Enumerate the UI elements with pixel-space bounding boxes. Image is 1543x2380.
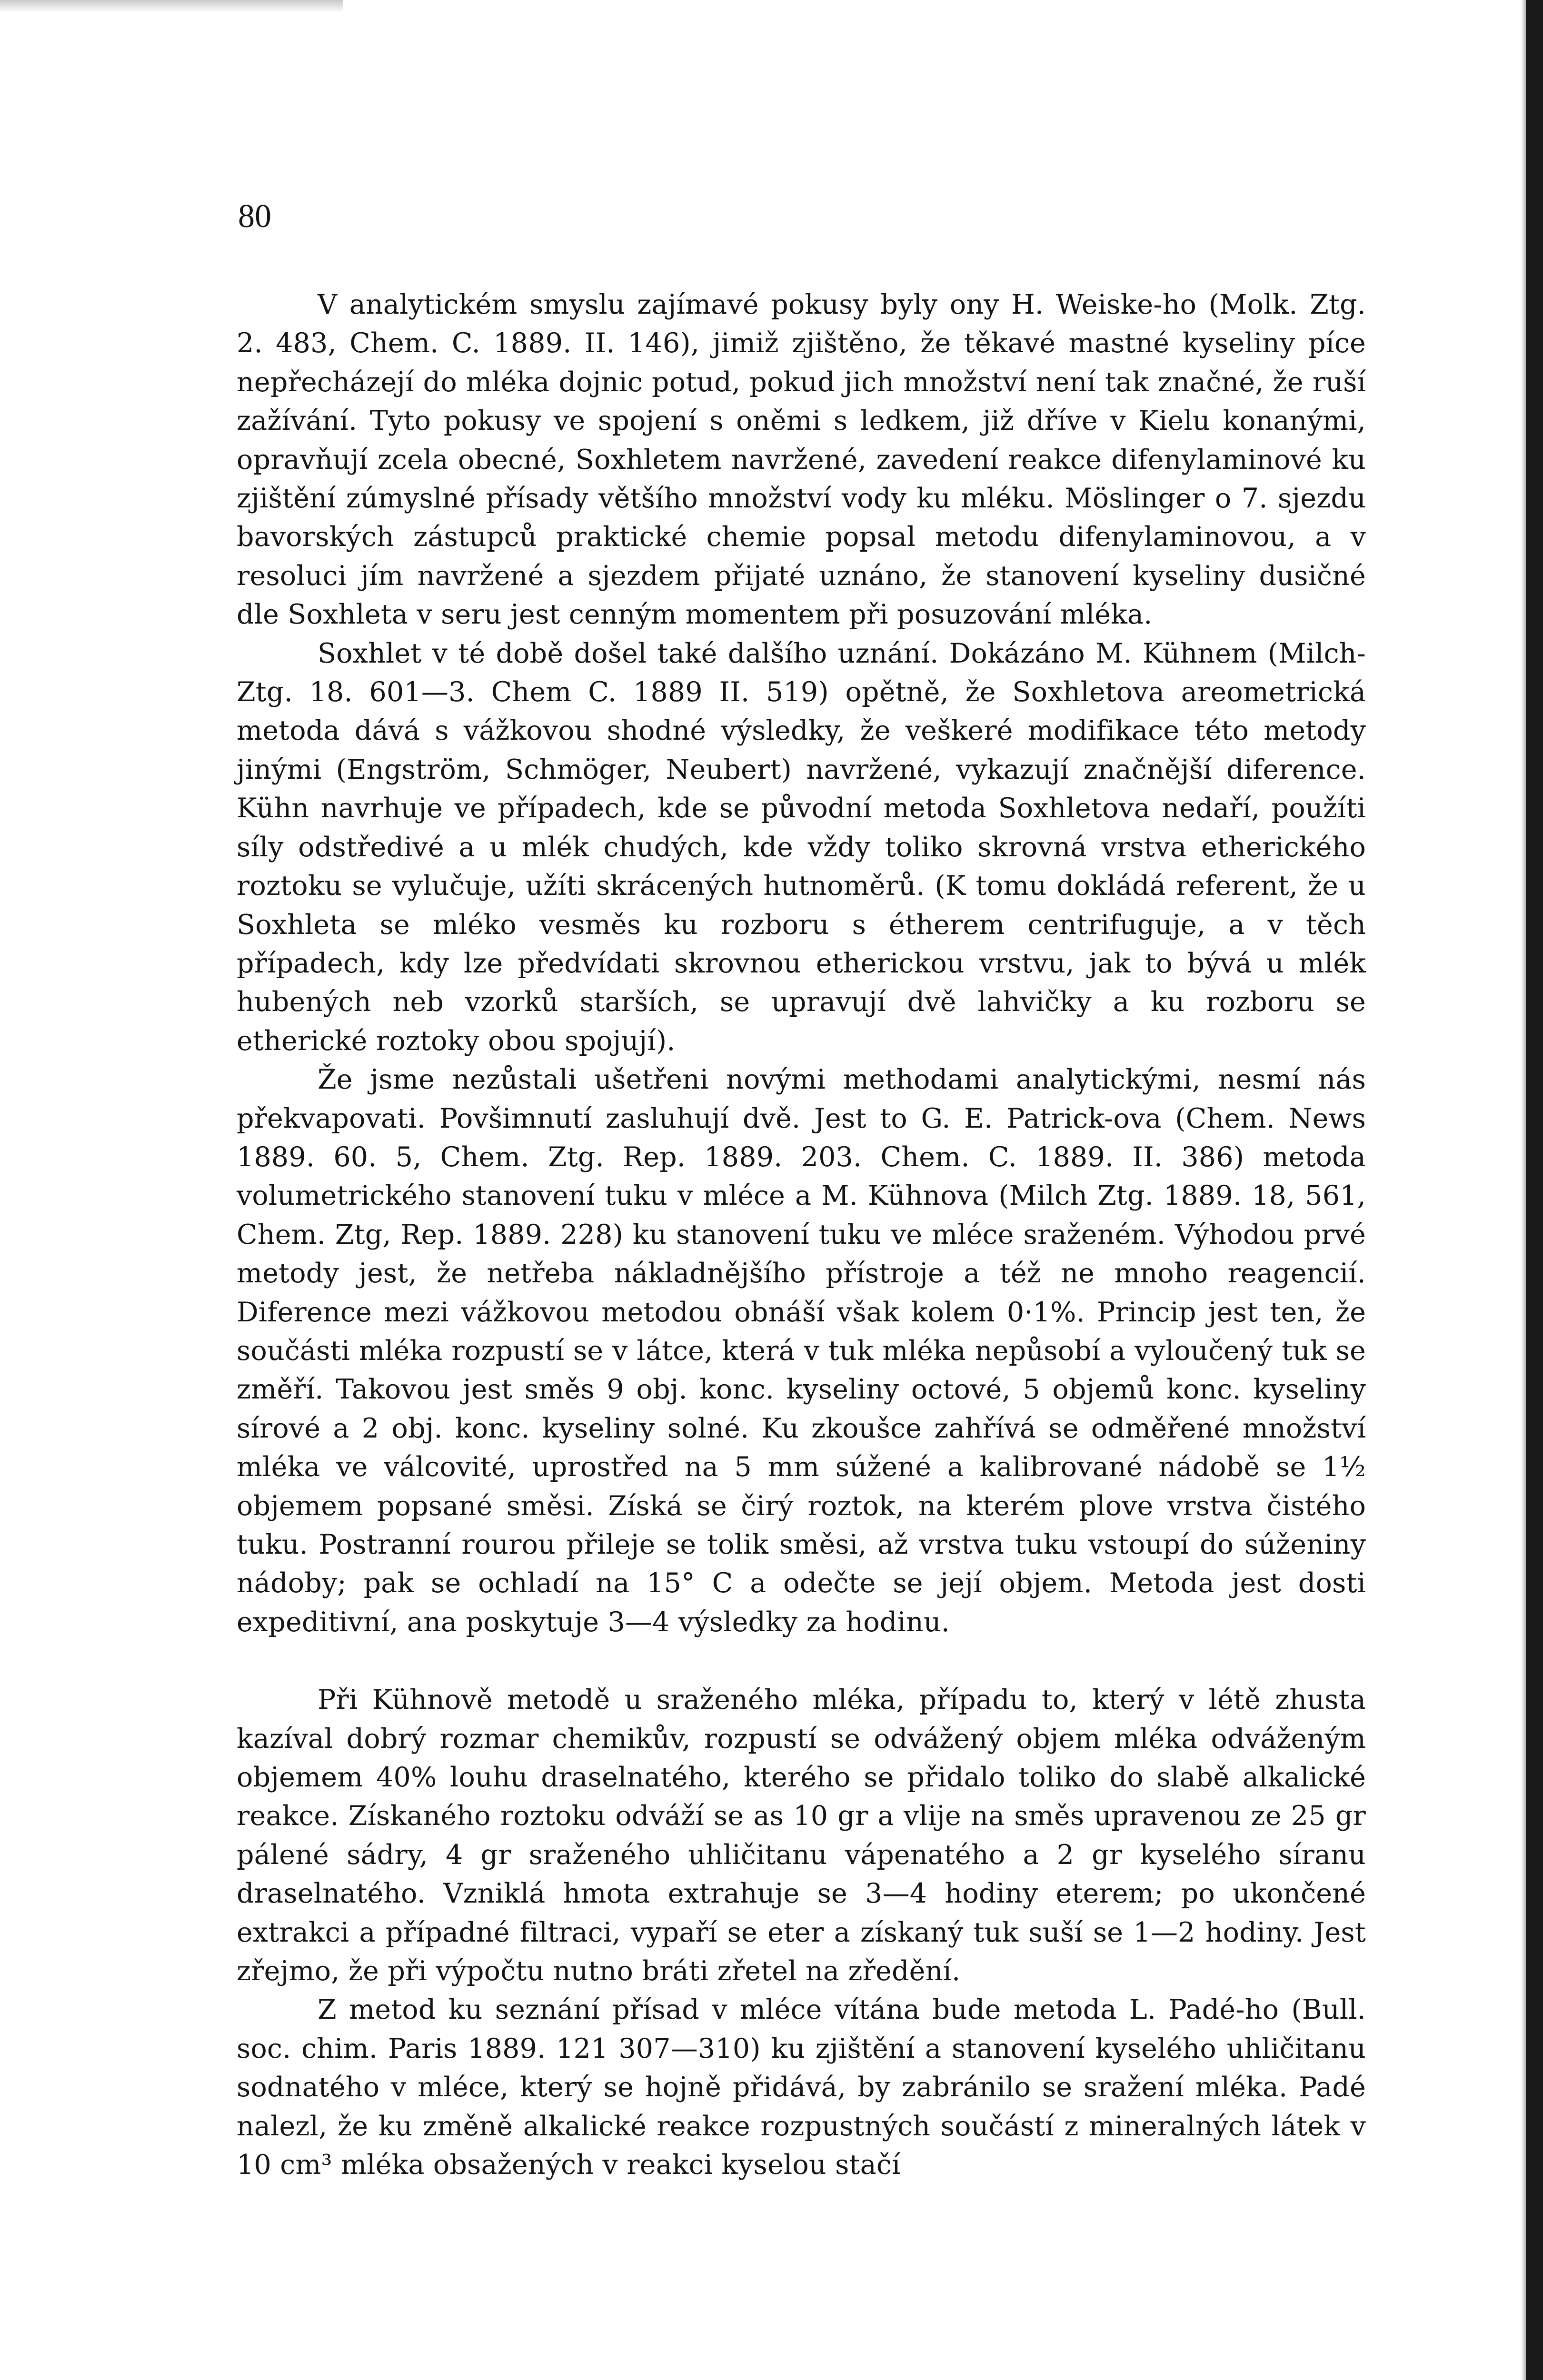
- scan-edge-shadow: [1521, 0, 1526, 2380]
- scan-edge-right: [1526, 0, 1543, 2380]
- paragraph-new-methods: Že jsme nezůstali ušetřeni novými methodami analytickými, nesmí nás překvapovati. Povšimnutí zasluhují dvě. Jest to G. E. Patrick-ova (Chem. News 1889. 60. 5, Chem. Ztg. Rep. 1889. 203. Chem. C. 1889. II. 386) metoda volumetrického stanovení tuku v mléce a M. Kühnova (Milch Ztg. 1889. 18, 561, Chem. Ztg, Rep. 1889. 228) ku stanovení tuku ve mléce sraženém. Výhodou prvé metody jest, že netřeba nákladnějšího přístroje a též ne mnoho reagencií. Diference mezi vážkovou metodou obnáší však kolem 0·1%. Princip jest ten, že součásti mléka rozpustí se v látce, která v tuk mléka nepůsobí a vyloučený tuk se změří. Takovou jest směs 9 obj. konc. kyseliny octové, 5 objemů konc. kyseliny sírové a 2 obj. konc. kyseliny solné. Ku zkoušce zahřívá se odměřené množství mléka ve válcovité, uprostřed na 5 mm súžené a kalibrované nádobě se 1½ objemem popsané směsi. Získá se čirý roztok, na kterém plove vrstva čistého tuku. Postranní rourou přileje se tolik směsi, až vrstva tuku vstoupí do súženiny nádoby; pak se ochladí na 15° C a odečte se její objem. Metoda jest dosti expeditivní, ana poskytuje 3—4 výsledky za hodinu.: [237, 1064, 1366, 1638]
- paragraph-weiske: V analytickém smyslu zajímavé pokusy byly ony H. Weiske-ho (Molk. Ztg. 2. 483, Chem. C. 1889. II. 146), jimiž zjištěno, že těkavé mastné kyseliny píce nepřecházejí do mléka dojnic potud, pokud jich množství není tak značné, že ruší zažívání. Tyto pokusy ve spojení s oněmi s ledkem, již dříve v Kielu konanými, opravňují zcela obecné, Soxhletem navržené, zavedení reakce difenylaminové ku zjištění zúmyslné přísady většího množství vody ku mléku. Möslinger o 7. sjezdu bavorských zástupců praktické chemie popsal metodu difenylaminovou, a v resoluci jím navržené a sjezdem přijaté uznáno, že stanovení kyseliny dusičné dle Soxhleta v seru jest cenným momentem při posuzování mléka.: [237, 289, 1366, 631]
- scan-edge-top: [0, 0, 343, 12]
- body-text: [237, 286, 1366, 2185]
- paragraph-kuhn-method: Při Kühnově metodě u sraženého mléka, případu to, který v létě zhusta kazíval dobrý rozmar chemikův, rozpustí se odvážený objem mléka odváženým objemem 40% louhu draselnatého, kterého se přidalo toliko do slabě alkalické reakce. Získaného roztoku odváží se as 10 gr a vlije na směs upravenou ze 25 gr pálené sádry, 4 gr sraženého uhličitanu vápenatého a 2 gr kyselého síranu draselnatého. Vzniklá hmota extrahuje se 3—4 hodiny eterem; po ukončené extrakci a případné filtraci, vypaří se eter a získaný tuk suší se 1—2 hodiny. Jest zřejmo, že při výpočtu nutno bráti zřetel na zředění.: [237, 1684, 1366, 1987]
- page-number: 80: [238, 198, 271, 235]
- paragraph-soxhlet: Soxhlet v té době došel také dalšího uznání. Dokázáno M. Kühnem (Milch-Ztg. 18. 601—3. Chem C. 1889 II. 519) opětně, že Soxhletova areometrická metoda dává s vážkovou shodné výsledky, že veškeré modifikace této metody jinými (Engström, Schmöger, Neubert) navržené, vykazují značnější diference. Kühn navrhuje ve případech, kde se původní metoda Soxhletova nedaří, použíti síly odstředivé a u mlék chudých, kde vždy toliko skrovná vrstva etherického roztoku se vylučuje, užíti skrácených hutnoměrů. (K tomu dokládá referent, že u Soxhleta se mléko vesměs ku rozboru s étherem centrifuguje, a v těch případech, kdy lze předvídati skrovnou etherickou vrstvu, jak to bývá u mlék hubených neb vzorků starších, se upravují dvě lahvičky a ku rozboru se etherické roztoky obou spojují).: [237, 637, 1366, 1057]
- paragraph-pade-method: Z metod ku seznání přísad v mléce vítána bude metoda L. Padé-ho (Bull. soc. chim. Paris 1889. 121 307—310) ku zjištění a stanovení kyselého uhličitanu sodnatého v mléce, který se hojně přidává, by zabránilo se sražení mléka. Padé nalezl, že ku změně alkalické reakce rozpustných součástí z mineralných látek v 10 cm³ mléka obsažených v reakci kyselou stačí: [237, 1994, 1366, 2181]
- paragraph-gap: [237, 1642, 1366, 1681]
